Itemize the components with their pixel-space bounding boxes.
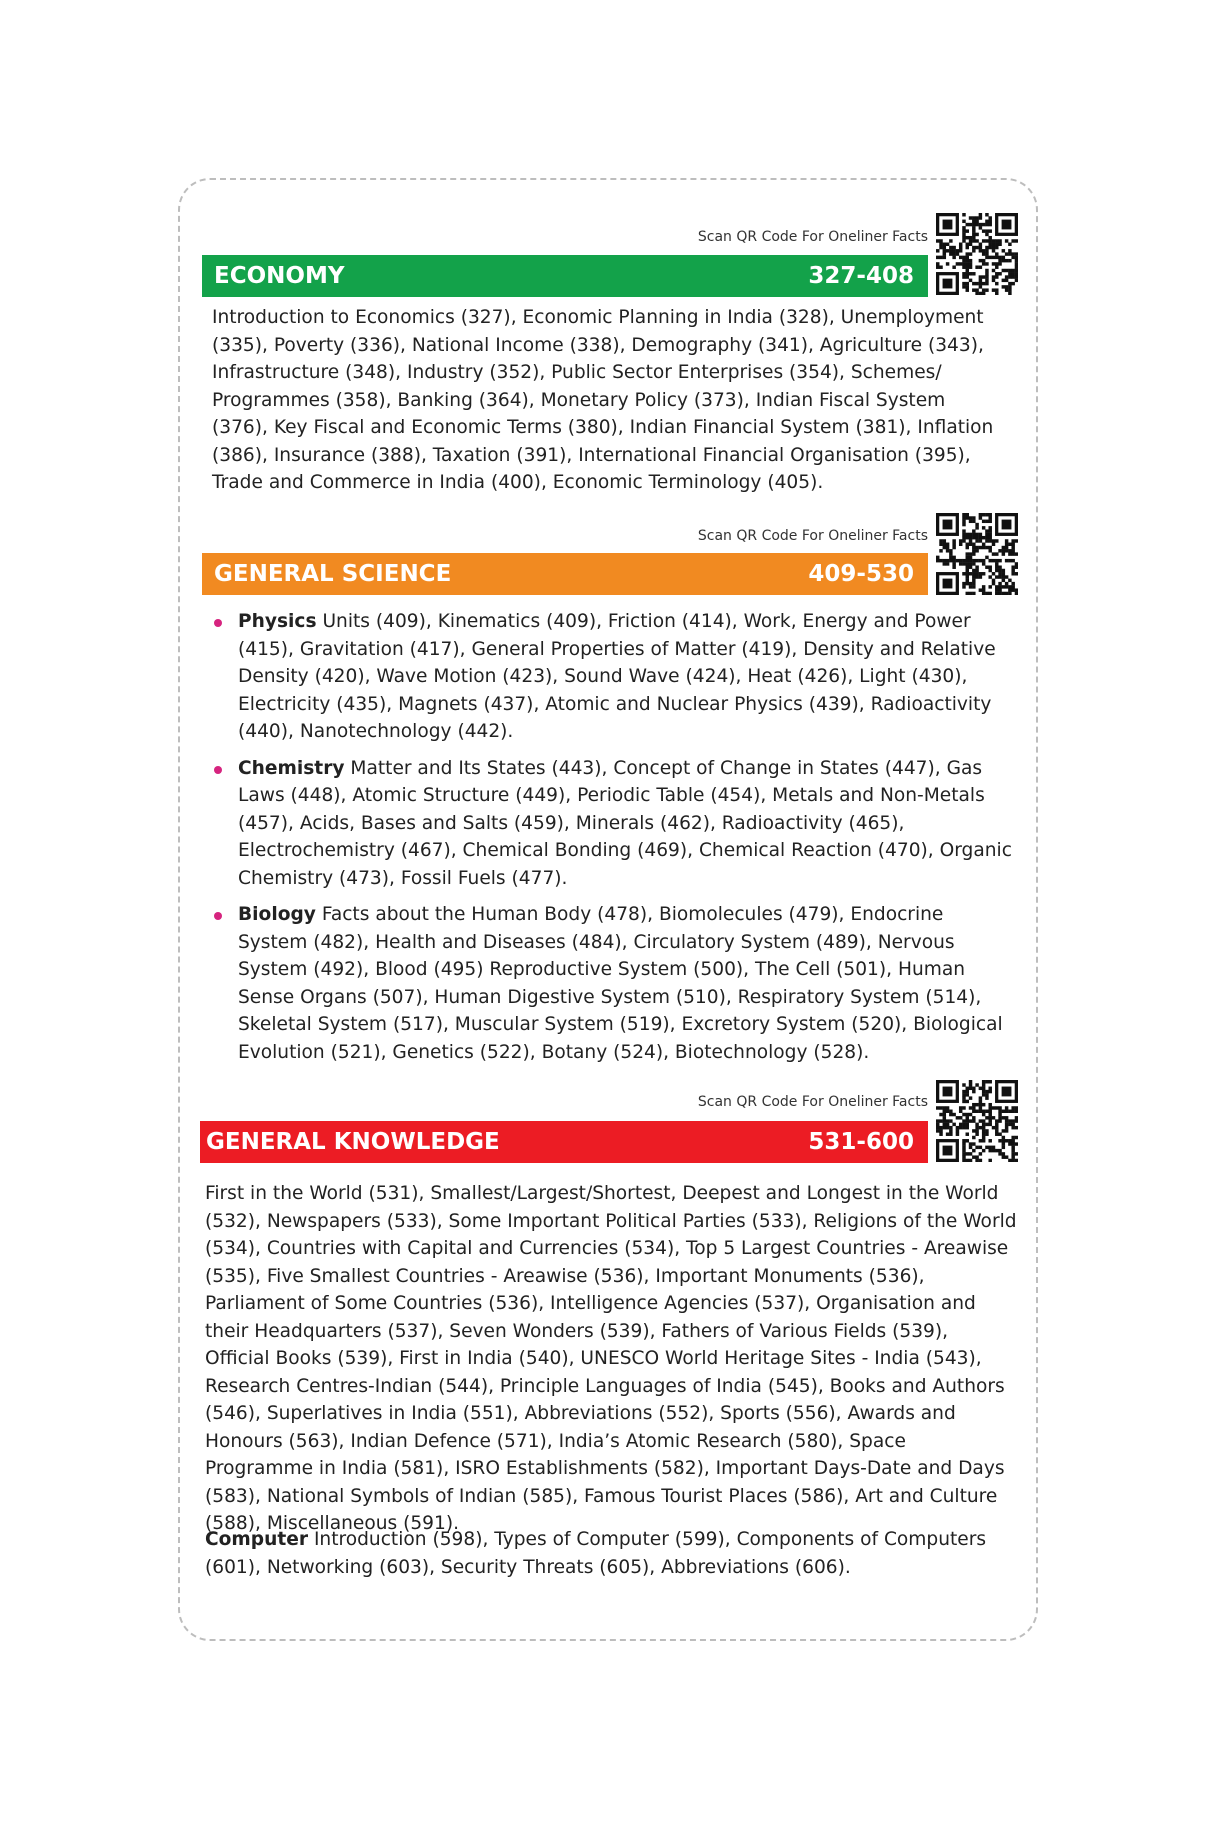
gk-scan-label: Scan QR Code For Oneliner Facts: [697, 1094, 928, 1110]
chemistry-topics: Matter and Its States (443), Concept of Change in States (447), Gas Laws (448), Atomic Structure (449), Periodic Table (454), Metals and Non-Metals (457), Acids, Bases and Salts (459), Minerals (462), Radioactivity (465), Electrochemistry (467), Chemical Bonding (469), Chemical Reaction (470), Organic Chemistry (473), Fossil Fuels (477).: [238, 757, 1012, 889]
science-qr-code-icon[interactable]: [936, 513, 1018, 595]
gk-pages: 531-600: [808, 1129, 914, 1155]
economy-pages: 327-408: [808, 263, 914, 289]
physics-heading: Physics: [238, 611, 317, 632]
gk-qr-code-icon[interactable]: [936, 1080, 1018, 1162]
gk-header-bar: [200, 1121, 928, 1163]
economy-scan-label: Scan QR Code For Oneliner Facts: [697, 229, 928, 245]
economy-topics: Introduction to Economics (327), Economic Planning in India (328), Unemployment (335), Poverty (336), National Income (338), Demography (341), Agriculture (343), Infrastructure (348), Industry (352), Public Sector Enterprises (354), Schemes/ Programmes (358), Banking (364), Monetary Policy (373), Indian Fiscal System (376), Key Fiscal and Economic Terms (380), Indian Financial System (381), Inflation (386), Insurance (388), Taxation (391), International Financial Organisation (395), Trade and Commerce in India (400), Economic Terminology (405).: [212, 307, 994, 493]
science-topic-list: [212, 608, 1012, 1066]
gk-topics: First in the World (531), Smallest/Largest/Shortest, Deepest and Longest in the World (532), Newspapers (533), Some Important Political Parties (533), Religions of the World (534), Countries with Capital and Currencies (534), Top 5 Largest Countries - Areawise (535), Five Smallest Countries - Areawise (536), Important Monuments (536), Parliament of Some Countries (536), Intelligence Agencies (537), Organisation and their Headquarters (537), Seven Wonders (539), Fathers of Various Fields (539), Official Books (539), First in India (540), UNESCO World Heritage Sites - India (543), Research Centres-Indian (544), Principle Languages of India (545), Books and Authors (546), Superlatives in India (551), Abbreviations (552), Sports (556), Awards and Honours (563), Indian Defence (571), India’s Atomic Research (580), Space Programme in India (581), ISRO Establishments (582), Important Days-Date and Days (583), National Symbols of Indian (585), Famous Tourist Places (586), Art and Culture (588), Miscellaneous (591).: [205, 1183, 1017, 1534]
chemistry-heading: Chemistry: [238, 757, 345, 779]
economy-title: ECONOMY: [214, 263, 345, 289]
biology-topics: Facts about the Human Body (478), Biomolecules (479), Endocrine System (482), Health and Diseases (484), Circulatory System (489), Nervous System (492), Blood (495) Reproductive System (500), The Cell (501), Human Sense Organs (507), Human Digestive System (510), Respiratory System (514), Skeletal System (517), Muscular System (519), Excretory System (520), Biological Evolution (521), Genetics (522), Botany (524), Biotechnology (528).: [238, 904, 1003, 1063]
science-item-physics: [212, 608, 1012, 746]
science-pages: 409-530: [808, 561, 914, 587]
biology-heading: Biology: [238, 904, 316, 925]
science-title: GENERAL SCIENCE: [214, 561, 452, 587]
science-item-biology: [212, 901, 1012, 1066]
physics-topics: Units (409), Kinematics (409), Friction (414), Work, Energy and Power (415), Gravitation (417), General Properties of Matter (419), Density and Relative Density (420), Wave Motion (423), Sound Wave (424), Heat (426), Light (430), Electricity (435), Magnets (437), Atomic and Nuclear Physics (439), Radioactivity (440), Nanotechnology (442).: [238, 611, 996, 742]
science-header-bar: [202, 553, 928, 595]
computer-heading: Computer: [205, 1529, 309, 1550]
computer-topics: Introduction (598), Types of Computer (599), Components of Computers (601), Networking (603), Security Threats (605), Abbreviations (606).: [205, 1529, 987, 1578]
bullet-icon: [214, 619, 222, 627]
science-item-chemistry: [212, 755, 1012, 893]
bullet-icon: [214, 766, 222, 774]
computer-section: [205, 1526, 1005, 1581]
bullet-icon: [214, 912, 222, 920]
economy-header-bar: [202, 255, 928, 297]
science-scan-label: Scan QR Code For Oneliner Facts: [697, 528, 928, 544]
gk-title: GENERAL KNOWLEDGE: [206, 1129, 500, 1155]
economy-qr-code-icon[interactable]: [936, 213, 1018, 295]
